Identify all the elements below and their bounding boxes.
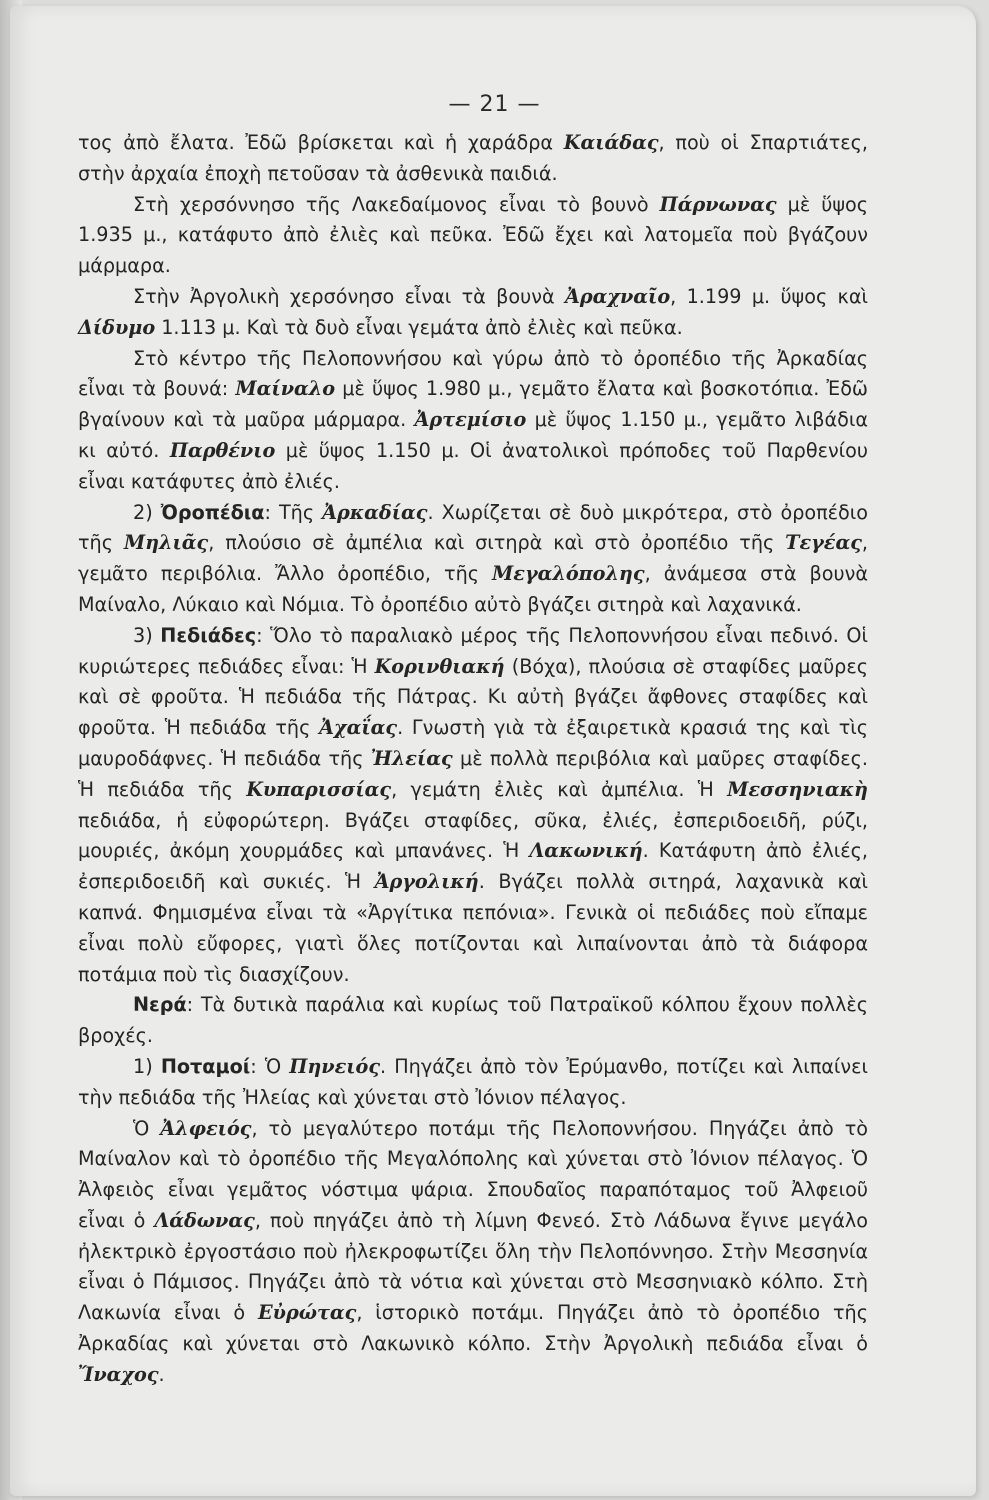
text-run: 1.113 μ. Καὶ τὰ δυὸ εἶναι γεμάτα ἀπὸ ἐλιὲς καὶ πεῦκα. (155, 315, 683, 339)
emphasized-term: Ἴναχος (78, 1362, 159, 1386)
emphasized-term: Ἠλείας (370, 746, 453, 770)
text-run: πεδιάδα, ἡ εὐφορώτερη. Βγάζει σταφίδες, σῦκα, ἐλιές, ἐσπεριδοειδῆ, ρύζι, μουριές, ἀκόμη χουρμάδες καὶ μπανάνες. Ἡ (78, 808, 868, 863)
paragraph (78, 1052, 868, 1114)
text-run: : Ὁ (250, 1054, 290, 1078)
paragraph (78, 990, 868, 1052)
text-run: . Βγάζει πολλὰ σιτηρά, λαχανικὰ καὶ καπνά. Φημισμένα εἶναι τὰ «Ἀργίτικα πεπόνια». Γενικὰ οἱ πεδιάδες ποὺ εἴπαμε εἶναι πολὺ εὔφορες, γιατὶ ὅλες ποτίζονται καὶ λιπαίνονται ἀπὸ τὰ διάφορα ποτάμια ποὺ τὶς διασχίζουν. (78, 870, 868, 986)
text-run: τος ἀπὸ ἔλατα. Ἐδῶ βρίσκεται καὶ ἡ χαράδρα (78, 131, 564, 154)
text-run: , ἀνάμεσα στὰ βουνὰ Μαίναλο, Λύκαιο καὶ Νόμια. Τὸ ὀροπέδιο αὐτὸ βγάζει σιτηρὰ καὶ λαχανικά. (78, 562, 868, 616)
emphasized-term: Κορινθιακή (374, 654, 505, 678)
text-run: : Τῆς (264, 500, 323, 524)
emphasized-term: Ἀχαΐας (319, 716, 398, 740)
text-run: , γεμάτη ἐλιὲς καὶ ἀμπέλια. Ἡ (391, 777, 728, 801)
text-run: . Πηγάζει ἀπὸ τὸν Ἐρύμανθο, ποτίζει καὶ λιπαίνει τὴν πεδιάδα τῆς Ἠλείας καὶ χύνεται στὸ Ἰόνιον πέλαγος. (78, 1054, 869, 1109)
text-run: : Τὰ δυτικὰ παράλια καὶ κυρίως τοῦ Πατραϊκοῦ κόλπου ἔχουν πολλὲς βροχές. (78, 993, 868, 1048)
emphasized-term: Μεσσηνιακὴ (727, 777, 868, 801)
page-number: — 21 — (448, 92, 541, 117)
section-heading: Πεδιάδες (160, 623, 257, 647)
emphasized-term: Εὐρώτας (258, 1301, 357, 1325)
emphasized-term: Πηνειός (289, 1054, 381, 1078)
paragraph (78, 1114, 868, 1391)
text-run: . Χωρίζεται σὲ δυὸ μικρότερα, στὸ ὀροπέδιο τῆς (78, 500, 869, 555)
emphasized-term: Μηλιᾶς (123, 531, 209, 555)
body-text (78, 128, 868, 1391)
text-run: . Κατάφυτη ἀπὸ ἐλιές, ἐσπεριδοειδῆ καὶ συκιές. Ἡ (78, 839, 868, 894)
emphasized-term: Μεγαλόπολης (492, 562, 645, 586)
text-run: Στὴν Ἀργολικὴ χερσόνησο εἶναι τὰ βουνὰ (133, 284, 565, 308)
text-run: : Ὅλο τὸ παραλιακὸ μέρος τῆς Πελοποννήσου εἶναι πεδινό. Οἱ κυριώτερες πεδιάδες εἶναι: Ἡ (78, 623, 869, 678)
emphasized-term: Καιάδας (563, 131, 659, 154)
emphasized-term: Ἀλφειός (160, 1116, 252, 1140)
text-run: , ἱστορικὸ ποτάμι. Πηγάζει ἀπὸ τὸ ὀροπέδιο τῆς Ἀρκαδίας καὶ χύνεται στὸ Λακωνικὸ κόλπο. Στὴν Ἀργολικὴ πεδιάδα εἶναι ὁ (78, 1301, 868, 1356)
text-run: μὲ ὕψος 1.935 μ., κατάφυτο ἀπὸ ἐλιὲς καὶ πεῦκα. Ἐδῶ ἔχει καὶ λατομεῖα ποὺ βγάζουν μάρμαρα. (78, 192, 868, 278)
text-run: 3) (133, 623, 161, 647)
text-run: Στὸ κέντρο τῆς Πελοποννήσου καὶ γύρω ἀπὸ τὸ ὀροπέδιο τῆς Ἀρκαδίας εἶναι τὰ βουνά: (78, 346, 868, 401)
text-run: . (158, 1362, 165, 1386)
text-run: μὲ ὕψος 1.150 μ. Οἱ ἀνατολικοὶ πρόποδες τοῦ Παρθενίου εἶναι κατάφυτες ἀπὸ ἐλιές. (78, 438, 869, 493)
text-run: Στὴ χερσόννησο τῆς Λακεδαίμονος εἶναι τὸ βουνὸ (133, 192, 660, 216)
paragraph (78, 621, 868, 991)
section-heading: Νερά (133, 993, 187, 1017)
emphasized-term: Ἀρτεμίσιο (414, 408, 527, 432)
text-run: , γεμᾶτο περιβόλια. Ἄλλο ὀροπέδιο, τῆς (78, 531, 869, 586)
emphasized-term: Παρθένιο (169, 438, 276, 462)
paragraph (78, 190, 868, 282)
emphasized-term: Ἀρκαδίας (322, 500, 428, 524)
text-run: 2) (133, 500, 161, 524)
text-run: , ποὺ οἱ Σπαρτιάτες, στὴν ἀρχαία ἐποχὴ πετοῦσαν τὰ ἀσθενικὰ παιδιά. (78, 131, 868, 185)
text-run: μὲ ὕψος 1.150 μ., γεμᾶτο λιβάδια κι αὐτό. (78, 408, 868, 462)
emphasized-term: Ἀργολική (374, 870, 479, 894)
text-run: μὲ πολλὰ περιβόλια καὶ μαῦρες σταφίδες. Ἡ πεδιάδα τῆς (78, 746, 868, 801)
emphasized-term: Κυπαρισσίας (246, 777, 392, 801)
emphasized-term: Λάδωνας (154, 1208, 255, 1232)
text-run: , τὸ μεγαλύτερο ποτάμι τῆς Πελοποννήσου. Πηγάζει ἀπὸ τὸ Μαίναλον καὶ τὸ ὀροπέδιο τῆς Μεγαλόπολης καὶ χύνεται στὸ Ἰόνιον πέλαγος. Ὁ Ἀλφειὸς εἶναι γεμᾶτος νόστιμα ψάρια. Σπουδαῖος παραπόταμος τοῦ Ἀλφειοῦ εἶναι ὁ (78, 1116, 868, 1232)
emphasized-term: Πάρνωνας (659, 192, 777, 216)
section-heading: Ποταμοί (160, 1054, 251, 1078)
text-run: Ὁ (133, 1116, 161, 1140)
paragraph (78, 282, 868, 344)
emphasized-term: Μαίναλο (235, 377, 336, 401)
emphasized-term: Λακωνική (529, 839, 643, 863)
text-run: , πλούσιο σὲ ἀμπέλια καὶ σιτηρὰ καὶ στὸ ὀροπέδιο τῆς (208, 531, 786, 555)
text-run: , ποὺ πηγάζει ἀπὸ τὴ λίμνη Φενεό. Στὸ Λάδωνα ἔγινε μεγάλο ἠλεκτρικὸ ἐργοστάσιο ποὺ ἠλεκροφωτίζει ὅλη τὴν Πελοπόννησο. Στὴν Μεσσηνία εἶναι ὁ Πάμισος. Πηγάζει ἀπὸ τὰ νότια καὶ χύνεται στὸ Μεσσηνιακὸ κόλπο. Στὴ Λακωνία εἶναι ὁ (78, 1208, 868, 1325)
text-run: μὲ ὕψος 1.980 μ., γεμᾶτο ἔλατα καὶ βοσκοτόπια. Ἐδῶ βγαίνουν καὶ τὰ μαῦρα μάρμαρα. (78, 377, 869, 432)
paragraph (78, 498, 868, 621)
text-run: 1) (133, 1054, 161, 1078)
text-run: , 1.199 μ. ὕψος καὶ (670, 284, 868, 308)
emphasized-term: Ἀραχναῖο (564, 284, 671, 308)
emphasized-term: Τεγέας (785, 531, 862, 555)
paragraph (78, 128, 868, 190)
text-run: . Γνωστὴ γιὰ τὰ ἐξαιρετικὰ κρασιά της καὶ τὶς μαυροδάφνες. Ἡ πεδιάδα τῆς (78, 716, 868, 770)
text-run: (Βόχα), πλούσια σὲ σταφίδες μαῦρες καὶ σὲ φροῦτα. Ἡ πεδιάδα τῆς Πάτρας. Κι αὐτὴ βγάζει ἄφθονες σταφίδες καὶ φροῦτα. Ἡ πεδιάδα τῆς (78, 654, 868, 740)
emphasized-term: Δίδυμο (78, 315, 156, 339)
paragraph (78, 344, 868, 498)
section-heading: Ὀροπέδια (160, 500, 265, 524)
